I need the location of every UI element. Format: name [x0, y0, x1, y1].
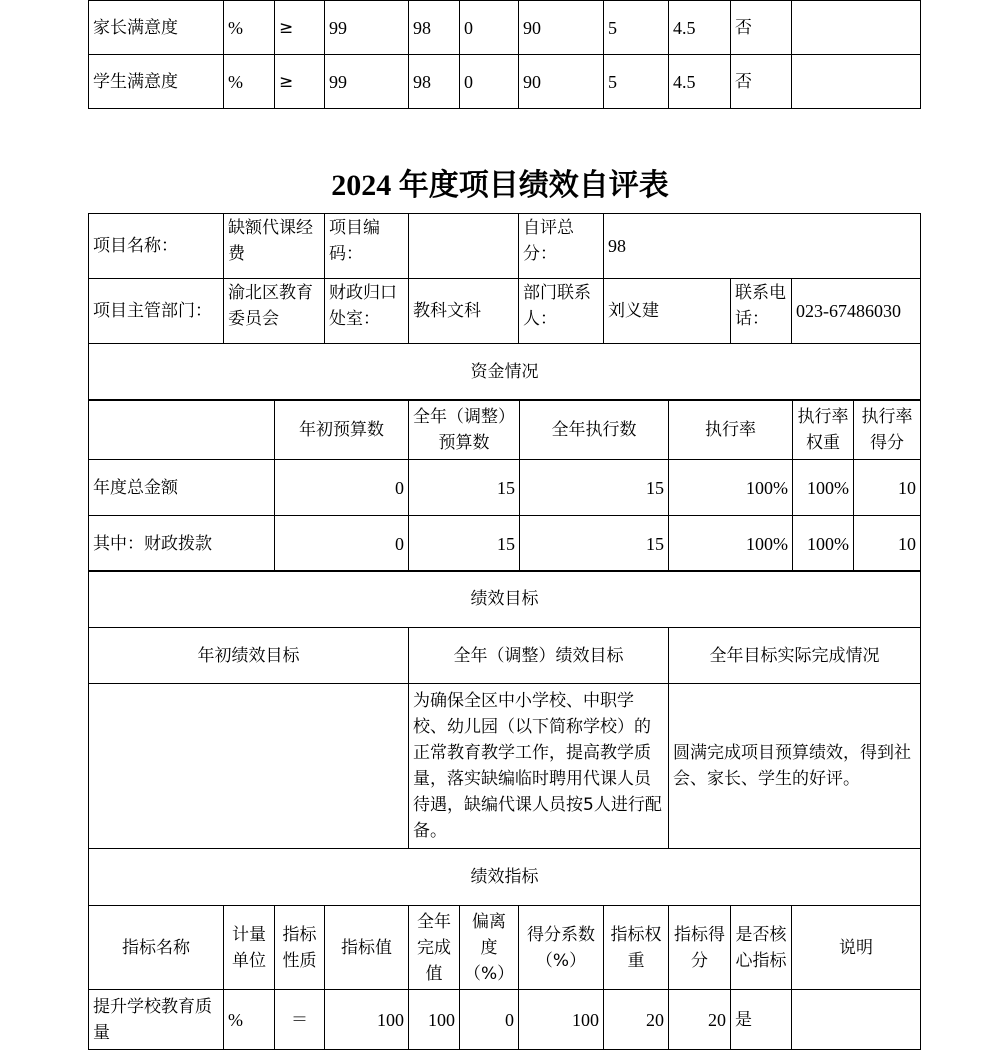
- project-code-label: 项目编码：: [325, 214, 409, 279]
- page-title: 2024 年度项目绩效自评表: [331, 169, 669, 202]
- fund-initial: 0: [275, 516, 409, 572]
- project-name-label: 项目名称：: [89, 214, 224, 279]
- initial-goal: [89, 684, 409, 849]
- fund-executed: 15: [520, 516, 669, 572]
- fund-rate: 100%: [669, 516, 793, 572]
- fin-office: 教科文科: [409, 279, 519, 344]
- phone: 023-67486030: [792, 279, 921, 344]
- column-header: 是否核心指标: [731, 906, 792, 990]
- table-row: [89, 1, 921, 55]
- indicator-target: 99: [325, 1, 409, 55]
- indicator-name: 家长满意度: [89, 1, 224, 55]
- column-header: 全年目标实际完成情况: [669, 628, 921, 684]
- indicator-weight: 5: [604, 55, 669, 109]
- indicator-deviation: 0: [460, 1, 519, 55]
- column-header: 全年完成值: [409, 906, 460, 990]
- fund-weight: 100%: [793, 460, 854, 516]
- table-header-row: [89, 401, 921, 460]
- indicator-name: 提升学校教育质量: [89, 990, 224, 1050]
- goals-section-title: 绩效目标: [89, 571, 921, 628]
- column-header: 执行率: [669, 401, 793, 460]
- funds-section-title: 资金情况: [89, 344, 921, 400]
- indicator-name: 学生满意度: [89, 55, 224, 109]
- indicators-section-title: 绩效指标: [89, 849, 921, 906]
- prev-indicator-table: [88, 0, 921, 109]
- fund-adjusted: 15: [409, 460, 520, 516]
- actual-completion: 圆满完成项目预算绩效，得到社会、家长、学生的好评。: [669, 684, 921, 849]
- indicator-deviation: 0: [460, 55, 519, 109]
- indicator-coef: 100: [519, 990, 604, 1050]
- table-row: [89, 684, 921, 849]
- column-header: 全年执行数: [520, 401, 669, 460]
- indicator-note: [792, 1, 921, 55]
- indicator-coef: 90: [519, 55, 604, 109]
- indicator-completed: 98: [409, 1, 460, 55]
- column-header: 年初预算数: [275, 401, 409, 460]
- empty-cell: [89, 401, 275, 460]
- indicators-table: [88, 848, 921, 1050]
- indicator-deviation: 0: [460, 990, 519, 1050]
- evaluation-table: [88, 213, 921, 400]
- column-header: 执行率得分: [854, 401, 921, 460]
- fund-score: 10: [854, 516, 921, 572]
- dept-label: 项目主管部门：: [89, 279, 224, 344]
- fund-adjusted: 15: [409, 516, 520, 572]
- section-row: [89, 344, 921, 400]
- indicator-op: ＝: [275, 990, 325, 1050]
- funds-table: [88, 400, 921, 572]
- table-row: [89, 516, 921, 572]
- table-row: [89, 460, 921, 516]
- column-header: 指标权重: [604, 906, 669, 990]
- fund-initial: 0: [275, 460, 409, 516]
- indicator-score: 20: [669, 990, 731, 1050]
- indicator-unit: %: [224, 55, 275, 109]
- info-row: [89, 279, 921, 344]
- fund-label: 年度总金额: [89, 460, 275, 516]
- adjusted-goal: 为确保全区中小学校、中职学校、幼儿园（以下简称学校）的正常教育教学工作，提高教学质量，落实缺编临时聘用代课人员待遇，缺编代课人员按5人进行配备。: [409, 684, 669, 849]
- column-header: 全年（调整）绩效目标: [409, 628, 669, 684]
- fund-executed: 15: [520, 460, 669, 516]
- indicator-completed: 100: [409, 990, 460, 1050]
- column-header: 指标性质: [275, 906, 325, 990]
- indicator-unit: %: [224, 1, 275, 55]
- indicator-core: 否: [731, 1, 792, 55]
- column-header: 年初绩效目标: [89, 628, 409, 684]
- fund-weight: 100%: [793, 516, 854, 572]
- table-header-row: [89, 628, 921, 684]
- fund-score: 10: [854, 460, 921, 516]
- indicator-op: ≥: [275, 55, 325, 109]
- column-header: 指标名称: [89, 906, 224, 990]
- contact-label: 部门联系人：: [519, 279, 604, 344]
- self-score: 98: [604, 214, 921, 279]
- dept: 渝北区教育委员会: [224, 279, 325, 344]
- indicator-coef: 90: [519, 1, 604, 55]
- phone-label: 联系电话：: [731, 279, 792, 344]
- project-name: 缺额代课经费: [224, 214, 325, 279]
- table-header-row: [89, 906, 921, 990]
- column-header: 指标值: [325, 906, 409, 990]
- indicator-core: 否: [731, 55, 792, 109]
- indicator-target: 100: [325, 990, 409, 1050]
- table-row: [89, 990, 921, 1050]
- column-header: 指标得分: [669, 906, 731, 990]
- contact: 刘义建: [604, 279, 731, 344]
- score-label: 自评总分：: [519, 214, 604, 279]
- column-header: 计量单位: [224, 906, 275, 990]
- table-row: [89, 55, 921, 109]
- column-header: 全年（调整）预算数: [409, 401, 520, 460]
- indicator-core: 是: [731, 990, 792, 1050]
- indicator-score: 4.5: [669, 1, 731, 55]
- project-code: [409, 214, 519, 279]
- indicator-unit: %: [224, 990, 275, 1050]
- section-row: [89, 849, 921, 906]
- column-header: 说明: [792, 906, 921, 990]
- column-header: 执行率权重: [793, 401, 854, 460]
- goals-table: [88, 570, 921, 849]
- fund-rate: 100%: [669, 460, 793, 516]
- column-header: 偏离度（%）: [460, 906, 519, 990]
- indicator-completed: 98: [409, 55, 460, 109]
- info-row: [89, 214, 921, 279]
- column-header: 得分系数（%）: [519, 906, 604, 990]
- indicator-note: [792, 55, 921, 109]
- indicator-score: 4.5: [669, 55, 731, 109]
- section-row: [89, 571, 921, 628]
- fund-label: 其中：财政拨款: [89, 516, 275, 572]
- indicator-weight: 20: [604, 990, 669, 1050]
- indicator-target: 99: [325, 55, 409, 109]
- indicator-op: ≥: [275, 1, 325, 55]
- fin-label: 财政归口处室：: [325, 279, 409, 344]
- indicator-weight: 5: [604, 1, 669, 55]
- indicator-note: [792, 990, 921, 1050]
